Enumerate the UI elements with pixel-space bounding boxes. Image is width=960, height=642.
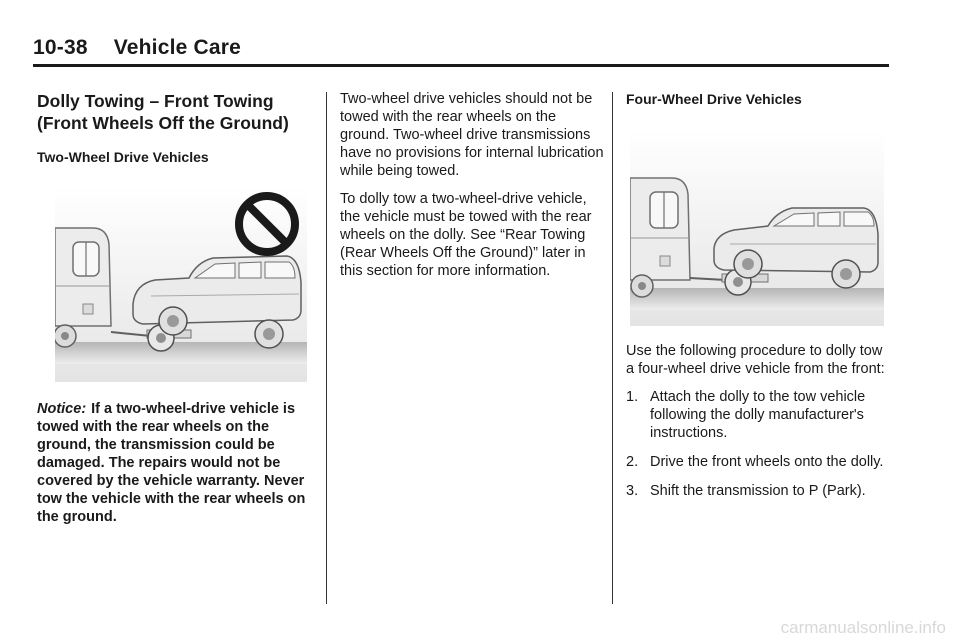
column-3 xyxy=(626,90,891,511)
procedure-steps xyxy=(626,388,891,500)
body-paragraph-1: Two-wheel drive vehicles should not be towed with the rear wheels on the ground. Two-wheel drive transmissions have no provisions for internal lubrication while being towed. xyxy=(340,91,604,179)
notice-text: If a two-wheel-drive vehicle is towed with the rear wheels on the ground, the transmission could be damaged. The repairs would not be covered by the vehicle warranty. Never tow the vehicle with the rear wheels on the ground. xyxy=(37,401,306,525)
column-1 xyxy=(37,90,309,526)
subheading-two-wheel: Two-Wheel Drive Vehicles xyxy=(37,149,209,165)
subheading-four-wheel: Four-Wheel Drive Vehicles xyxy=(626,91,802,107)
header-text xyxy=(33,36,889,60)
body-paragraph-2: To dolly tow a two-wheel-drive vehicle, the vehicle must be towed with the rear wheels on the dolly. See “Rear Towing (Rear Wheels Off the Ground)” later in this section for more information. xyxy=(340,191,592,279)
notice-label: Notice: xyxy=(37,401,87,417)
column-divider-2 xyxy=(612,92,613,604)
column-divider-1 xyxy=(326,92,327,604)
procedure-step: 1. Attach the dolly to the tow vehicle following the dolly manufacturer's instructions. xyxy=(626,389,866,441)
section-title: Vehicle Care xyxy=(113,36,242,59)
page-number: 10-38 xyxy=(33,36,88,59)
procedure-step: 3. Shift the transmission to P (Park). xyxy=(626,483,866,499)
watermark: carmanualsonline.info xyxy=(780,618,946,637)
column-2 xyxy=(340,90,605,280)
procedure-step: 2. Drive the front wheels onto the dolly. xyxy=(626,454,884,470)
header-rule xyxy=(33,64,889,67)
page-header xyxy=(33,36,889,60)
notice-paragraph xyxy=(37,400,309,526)
illustration-four-wheel-towing xyxy=(630,130,884,326)
procedure-intro: Use the following procedure to dolly tow a four-wheel drive vehicle from the front: xyxy=(626,343,885,377)
illustration-two-wheel-towing xyxy=(55,186,307,382)
section-heading: Dolly Towing – Front Towing (Front Wheels Off the Ground) xyxy=(37,91,289,133)
